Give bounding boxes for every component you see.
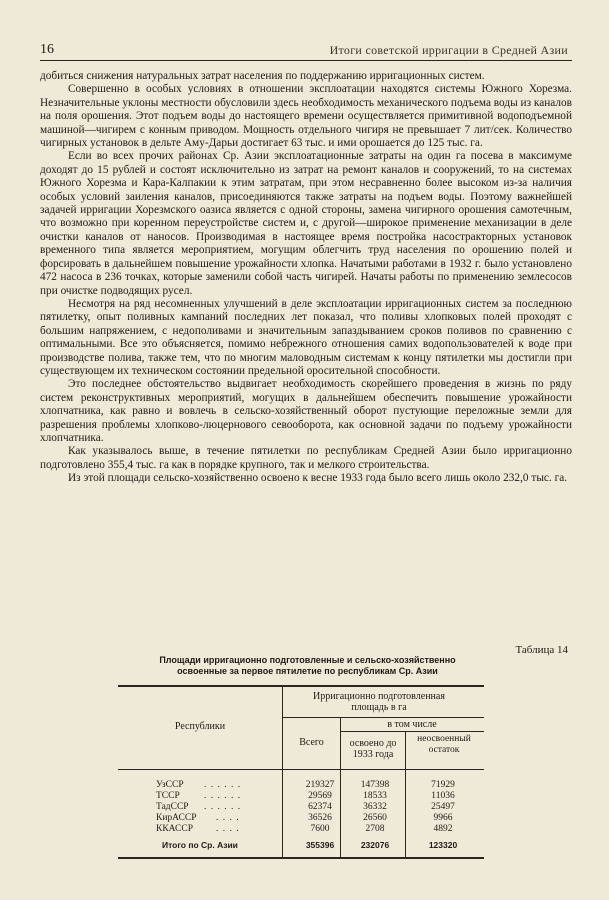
table-rule-bottom [118, 857, 484, 859]
cell-total: 355396 [305, 840, 335, 850]
cell-total: 36526 [308, 813, 332, 823]
cell-undeveloped: 4892 [433, 824, 453, 834]
cell-republic: ТССР [156, 791, 180, 801]
cell-developed: 26560 [363, 813, 387, 823]
col-header-republic: Республики [174, 721, 226, 732]
table-rule-group [283, 717, 484, 718]
cell-developed: 2708 [365, 824, 385, 834]
cell-republic: УзССР [156, 780, 184, 790]
cell-developed: 147398 [360, 780, 390, 790]
paragraph: Если во всех прочих районах Ср. Азии эксплоатационные затраты на один га посева в максимуме доходят до 15 рублей и состоят исключительно из затрат на ремонт каналов и сооружений, то на системах Южного Хорезма и Кара-Калпакии к этим затратам, при этом несравненно более высоком из-за наличия особых условий заиления каналов, присоединяются также затраты на подъем воды. Поэтому важнейшей задачей ирригации Хорезмского оазиса является с одной стороны, замена чигирного орошения самотечным, что возможно при коренном переустройстве систем и, с другой—широкое применение механизации в деле очистки каналов от наносов. Производимая в настоящее время постройка насостракторных установок временного типа является мероприятием, могущим облегчить труд населения по орошению полей и форсировать в дальнейшем повышение урожайности хлопка. Начатыми работами в 1932 г. было установлено 472 насоса в 236 точках, которые заменили собой часть чигирей. Начаты работы по применению землесосов при очистке подводящих русел. [40, 150, 572, 297]
cell-undeveloped: 123320 [428, 840, 458, 850]
cell-undeveloped: 11036 [431, 791, 455, 801]
table-caption: Площади ирригационно подготовленные и сельско-хозяйственно освоенные за первое пятилетие по республикам Ср. Азии [159, 655, 456, 676]
paragraph: Как указывалось выше, в течение пятилетки по республикам Средней Азии было ирригационно подготовлено 355,4 тыс. га как в порядке крупного, так и мелкого строительства. [40, 445, 572, 471]
paragraph: Совершенно в особых условиях в отношении эксплоатации находятся системы Южного Хорезма. Незначительные уклоны местности обусловили здесь необходимость механического подъема воды из каналов на поля орошения. Этот подъем воды до настоящего времени осуществляется примитивной водоподъемной машиной—чигирем с конным приводом. Мощность отдельного чигиря не превышает 7 лит/сек. Количество чигирных установок в дельте Аму-Дарьи достигает 63 тыс. и ими орошается до 125 тыс. га. [40, 83, 572, 150]
col-header-developed: освоено до 1933 года [349, 738, 397, 760]
data-table [118, 685, 484, 860]
col-header-group: Ирригационно подготовленная площадь в га [313, 691, 445, 713]
cell-republic: КирАССР [156, 813, 197, 823]
table-row [118, 824, 484, 835]
table-row [118, 780, 484, 791]
col-header-undeveloped: неосвоенный остаток [417, 734, 471, 755]
col-header-total: Всего [299, 737, 324, 748]
page-header [40, 40, 572, 61]
table-row [118, 802, 484, 813]
table-label: Таблица 14 [515, 644, 568, 656]
table-row [118, 813, 484, 824]
paragraph: добиться снижения натуральных затрат населения по поддержанию ирригационных систем. [40, 70, 485, 82]
cell-developed: 232076 [360, 840, 390, 850]
leader-dots: . . . . . . [204, 802, 242, 812]
cell-developed: 18533 [363, 791, 387, 801]
paragraph: Это последнее обстоятельство выдвигает необходимость скорейшего проведения в жизнь по ряду систем реконструктивных мероприятий, могущих в дальнейшем обеспечить повышение урожайности хлопчатника, как равно и вовлечь в сельско-хозяйственный оборот пустующие переложные земли для разрешения проблемы хлопково-люцернового севооборота, как основной задачи по подъему урожайности хлопчатника. [40, 378, 572, 444]
table-rule-subgroup [340, 731, 484, 732]
table-row [118, 791, 484, 802]
cell-republic: ККАССР [156, 824, 194, 834]
paragraph: Несмотря на ряд несомненных улучшений в деле эксплоатации ирригационных систем за последнюю пятилетку, опыт поливных кампаний последних лет показал, что поливы хлопковых полей проходят с большим напряжением, с недополивами и значительным запаздыванием сроков поливов по сравнению с оптимальными. Все это объясняется, помимо небрежного отношения самих водопользователей к воде при производстве полива, также тем, что по многим маловодным системам к концу пятилетки мы достигли при существующем их техническом состоянии предельной оросительной способности. [40, 297, 572, 377]
table-rule-top [118, 685, 484, 687]
body-text [40, 70, 572, 486]
table-rule-header-bottom [118, 769, 484, 770]
page-number: 16 [40, 42, 54, 57]
leader-dots: . . . . [216, 813, 240, 823]
cell-undeveloped: 9966 [433, 813, 453, 823]
leader-dots: . . . . [216, 824, 240, 834]
cell-total: 29569 [308, 791, 332, 801]
leader-dots: . . . . . . [204, 791, 242, 801]
cell-total: 7600 [310, 824, 330, 834]
running-title: Итоги советской ирригации в Средней Азии [329, 43, 568, 57]
cell-republic: ТадССР [156, 802, 189, 812]
paragraph: Из этой площади сельско-хозяйственно освоено к весне 1933 года было всего лишь около 232,0 тыс. га. [68, 472, 568, 485]
cell-developed: 36332 [363, 802, 387, 812]
col-header-subgroup: в том числе [387, 719, 437, 730]
cell-total: 219327 [305, 780, 335, 790]
cell-undeveloped: 71929 [431, 780, 455, 790]
cell-republic: Итого по Ср. Азии [162, 840, 238, 850]
cell-undeveloped: 25497 [431, 802, 455, 812]
cell-total: 62374 [308, 802, 332, 812]
leader-dots: . . . . . . [204, 780, 242, 790]
table-total-row [118, 840, 484, 851]
